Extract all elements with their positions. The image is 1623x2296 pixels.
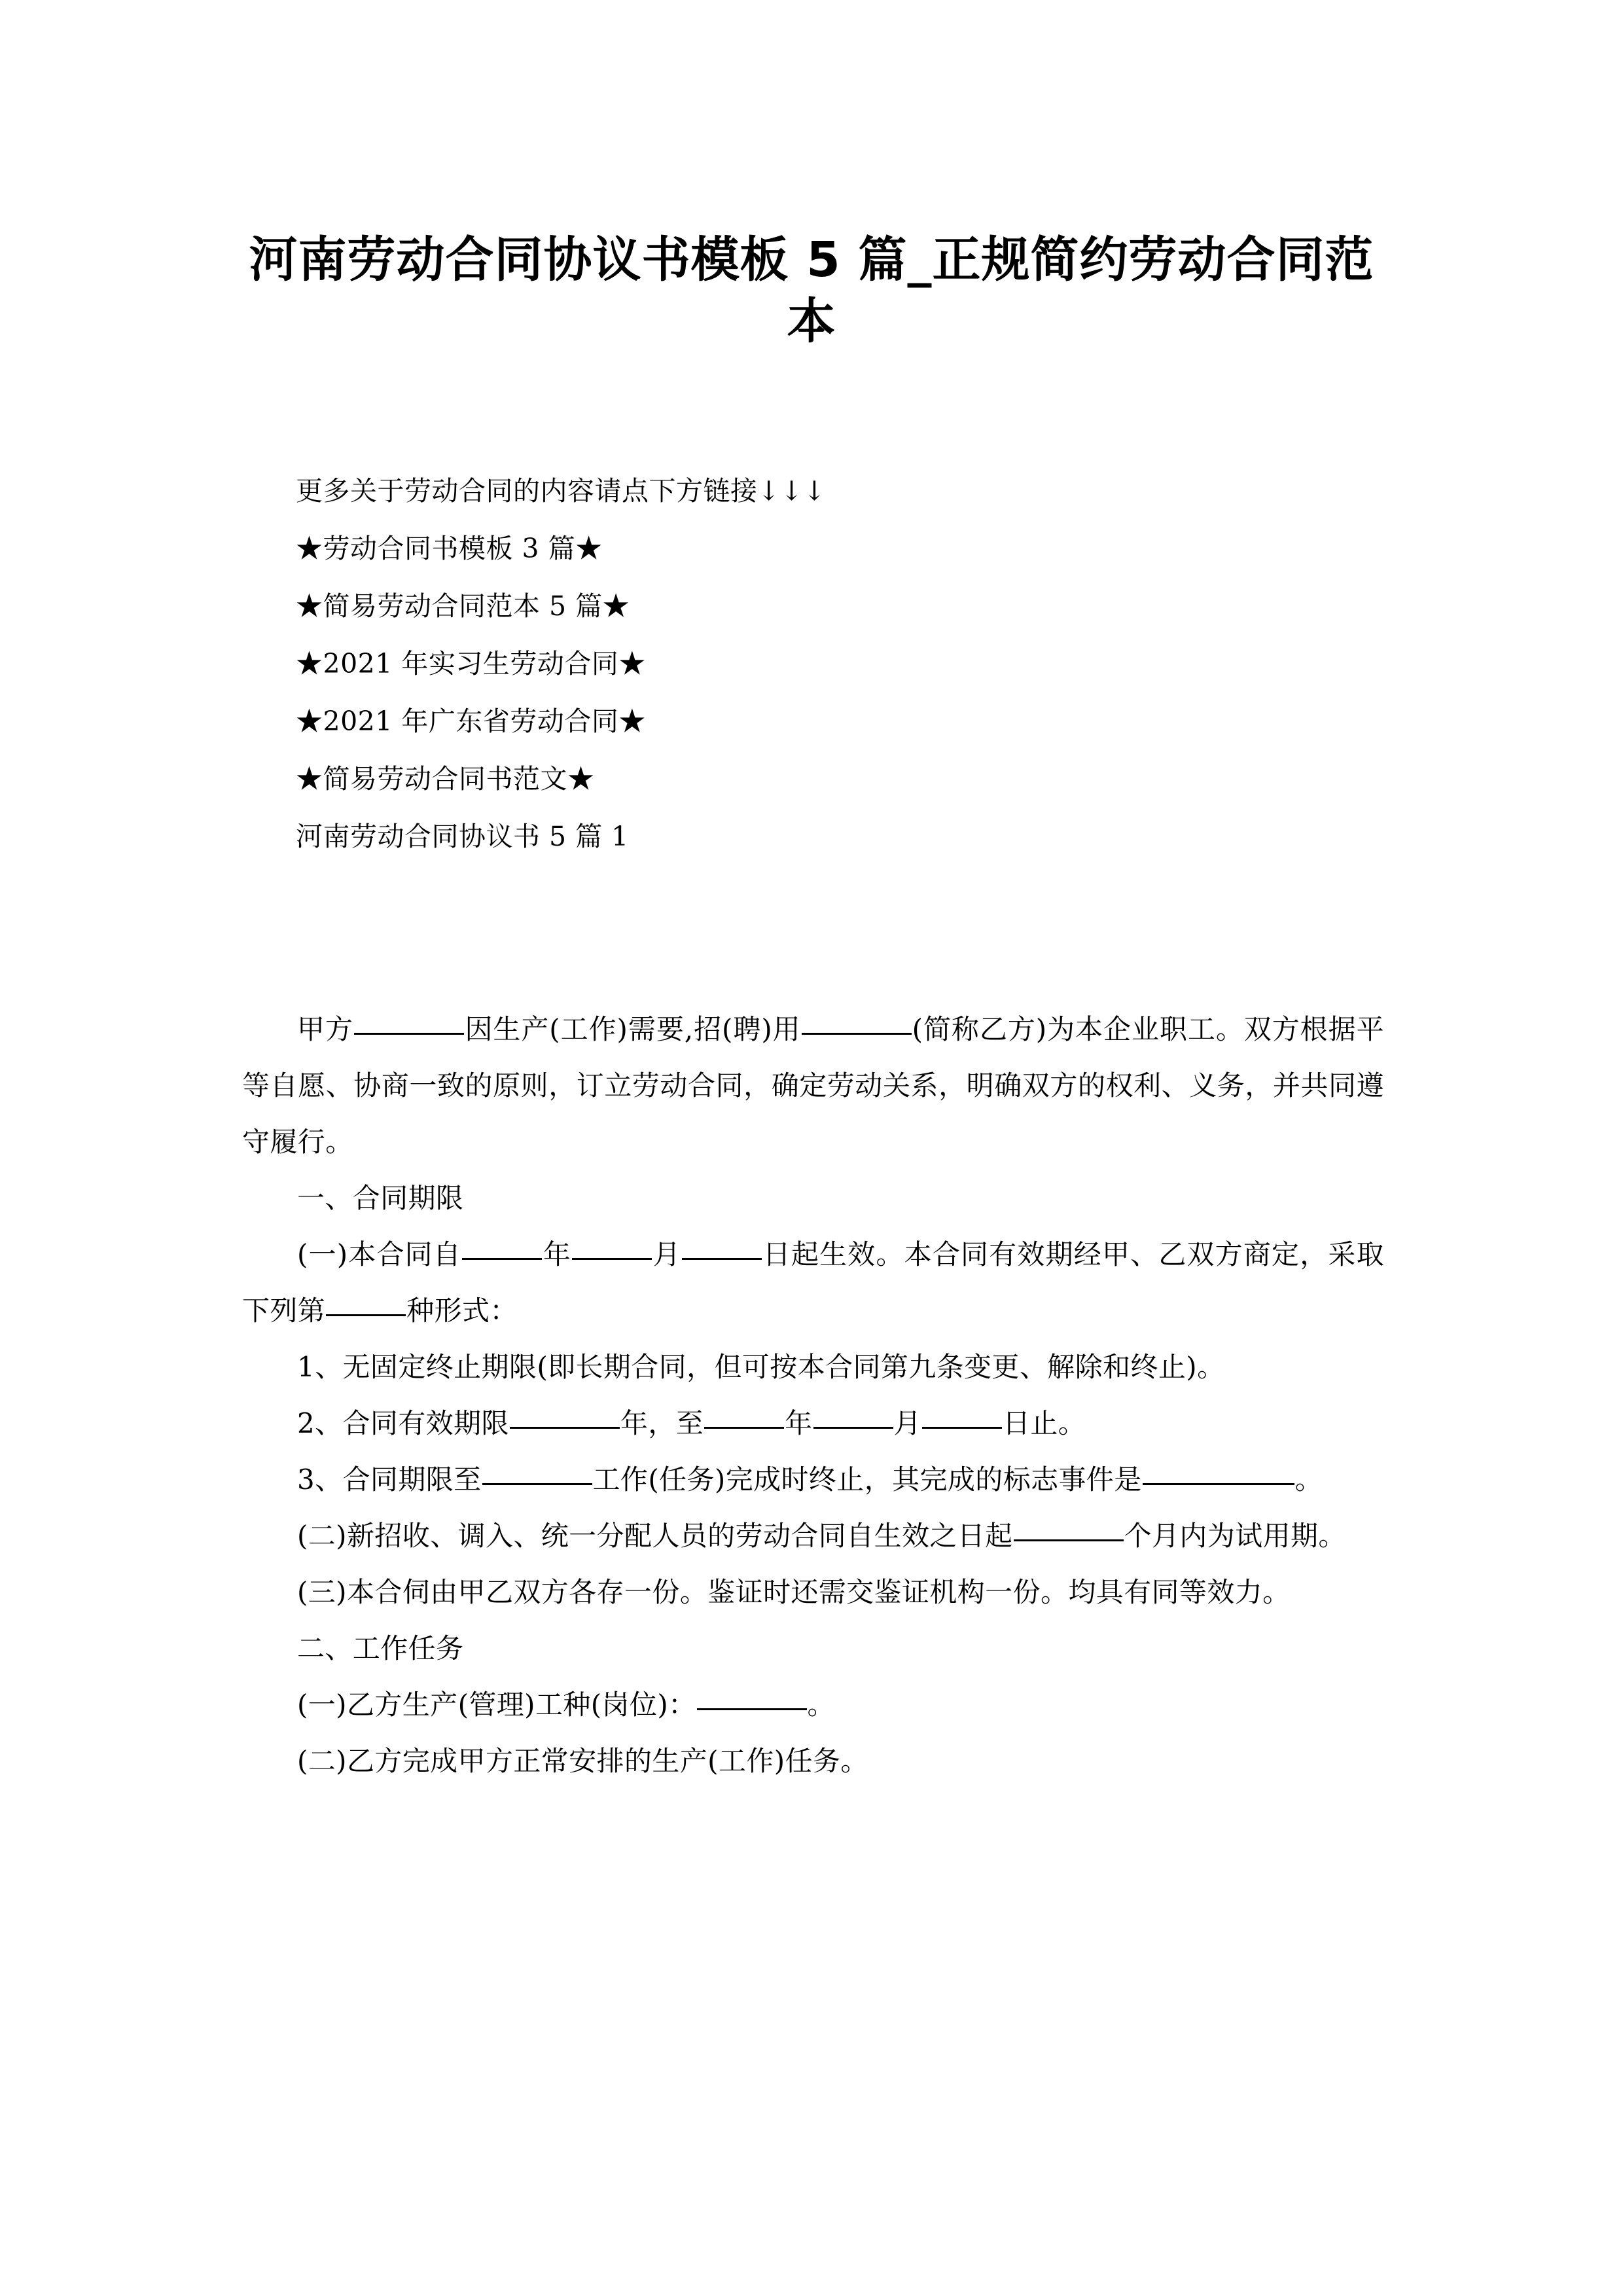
item3-text-2: 工作(任务)完成时终止，其完成的标志事件是 — [592, 1463, 1142, 1496]
item3-text-1: 3、合同期限至 — [297, 1463, 482, 1496]
preamble-text-2: 因生产(工作)需要,招(聘)用 — [464, 1013, 801, 1045]
item2-text-2: 年，至 — [620, 1407, 704, 1439]
reference-link-3[interactable]: ★2021 年实习生劳动合同★ — [296, 648, 646, 679]
reference-link-5[interactable]: ★简易劳动合同书范文★ — [296, 763, 595, 795]
blank-probation-months[interactable] — [1014, 1512, 1124, 1541]
term1-text-4: 日起生效。本合同有效期经甲、乙双方商定，采取下列第 — [242, 1238, 1384, 1327]
list-item-2 — [242, 1395, 1384, 1452]
reference-links-block — [296, 475, 1382, 852]
blank-end-year[interactable] — [704, 1399, 784, 1429]
preamble-text-1: 甲方 — [297, 1013, 353, 1045]
blank-completion-event[interactable] — [1143, 1456, 1294, 1485]
blank-task-name[interactable] — [482, 1456, 592, 1485]
paragraph-term-3: (三)本合伺由甲乙双方各存一份。鉴证时还需交鉴证机构一份。均具有同等效力。 — [297, 1576, 1291, 1608]
blank-end-day[interactable] — [922, 1399, 1002, 1429]
preamble-text-3: (简称乙方)为本企业职工。双方根据平等自愿、协商一致的原则，订立劳动合同，确定劳动关系，明确双方的权利、义务，并共同遵守履行。 — [242, 1013, 1384, 1158]
heading-section-1: 一、合同期限 — [297, 1182, 464, 1214]
item3-text-3: 。 — [1294, 1463, 1323, 1496]
paragraph-preamble — [242, 1001, 1384, 1170]
item2-text-1: 2、合同有效期限 — [297, 1407, 509, 1439]
paragraph-term-2 — [242, 1508, 1384, 1564]
blank-end-month[interactable] — [813, 1399, 893, 1429]
task1-text-2: 。 — [807, 1689, 835, 1721]
item2-text-4: 月 — [893, 1407, 921, 1439]
page-title: 河南劳动合同协议书模板 5 篇_正规简约劳动合同范本 — [249, 231, 1374, 350]
term2-text-2: 个月内为试用期。 — [1124, 1520, 1346, 1552]
blank-job-position[interactable] — [697, 1681, 807, 1710]
document-body — [242, 1001, 1384, 1789]
task1-text-1: (一)乙方生产(管理)工种(岗位)： — [297, 1689, 696, 1721]
blank-party-a[interactable] — [354, 1005, 464, 1035]
reference-link-1[interactable]: ★劳动合同书模板 3 篇★ — [296, 533, 603, 564]
blank-start-year[interactable] — [462, 1230, 542, 1260]
paragraph-task-1 — [242, 1677, 1384, 1733]
list-item-3 — [242, 1452, 1384, 1508]
item2-text-5: 日止。 — [1002, 1407, 1086, 1439]
blank-form-number[interactable] — [326, 1287, 406, 1316]
list-item-1: 1、无固定终止期限(即长期合同，但可按本合同第九条变更、解除和终止)。 — [297, 1351, 1225, 1383]
term2-text-1: (二)新招收、调入、统一分配人员的劳动合同自生效之日起 — [297, 1520, 1013, 1552]
reference-link-4[interactable]: ★2021 年广东省劳动合同★ — [296, 706, 646, 737]
blank-party-b[interactable] — [802, 1005, 912, 1035]
reference-intro: 更多关于劳动合同的内容请点下方链接↓↓↓ — [296, 475, 827, 507]
term1-text-3: 月 — [652, 1238, 681, 1270]
item2-text-3: 年 — [785, 1407, 813, 1439]
term1-text-5: 种形式： — [406, 1295, 518, 1327]
blank-start-month[interactable] — [572, 1230, 652, 1260]
blank-start-day[interactable] — [682, 1230, 762, 1260]
term1-text-1: (一)本合同自 — [297, 1238, 462, 1270]
blank-valid-years[interactable] — [510, 1399, 620, 1429]
reference-link-2[interactable]: ★简易劳动合同范本 5 篇★ — [296, 590, 630, 622]
document-subtitle: 河南劳动合同协议书 5 篇 1 — [296, 821, 629, 852]
paragraph-task-2: (二)乙方完成甲方正常安排的生产(工作)任务。 — [297, 1745, 868, 1777]
paragraph-term-1 — [242, 1227, 1384, 1339]
heading-section-2: 二、工作任务 — [297, 1632, 464, 1664]
term1-text-2: 年 — [543, 1238, 572, 1270]
